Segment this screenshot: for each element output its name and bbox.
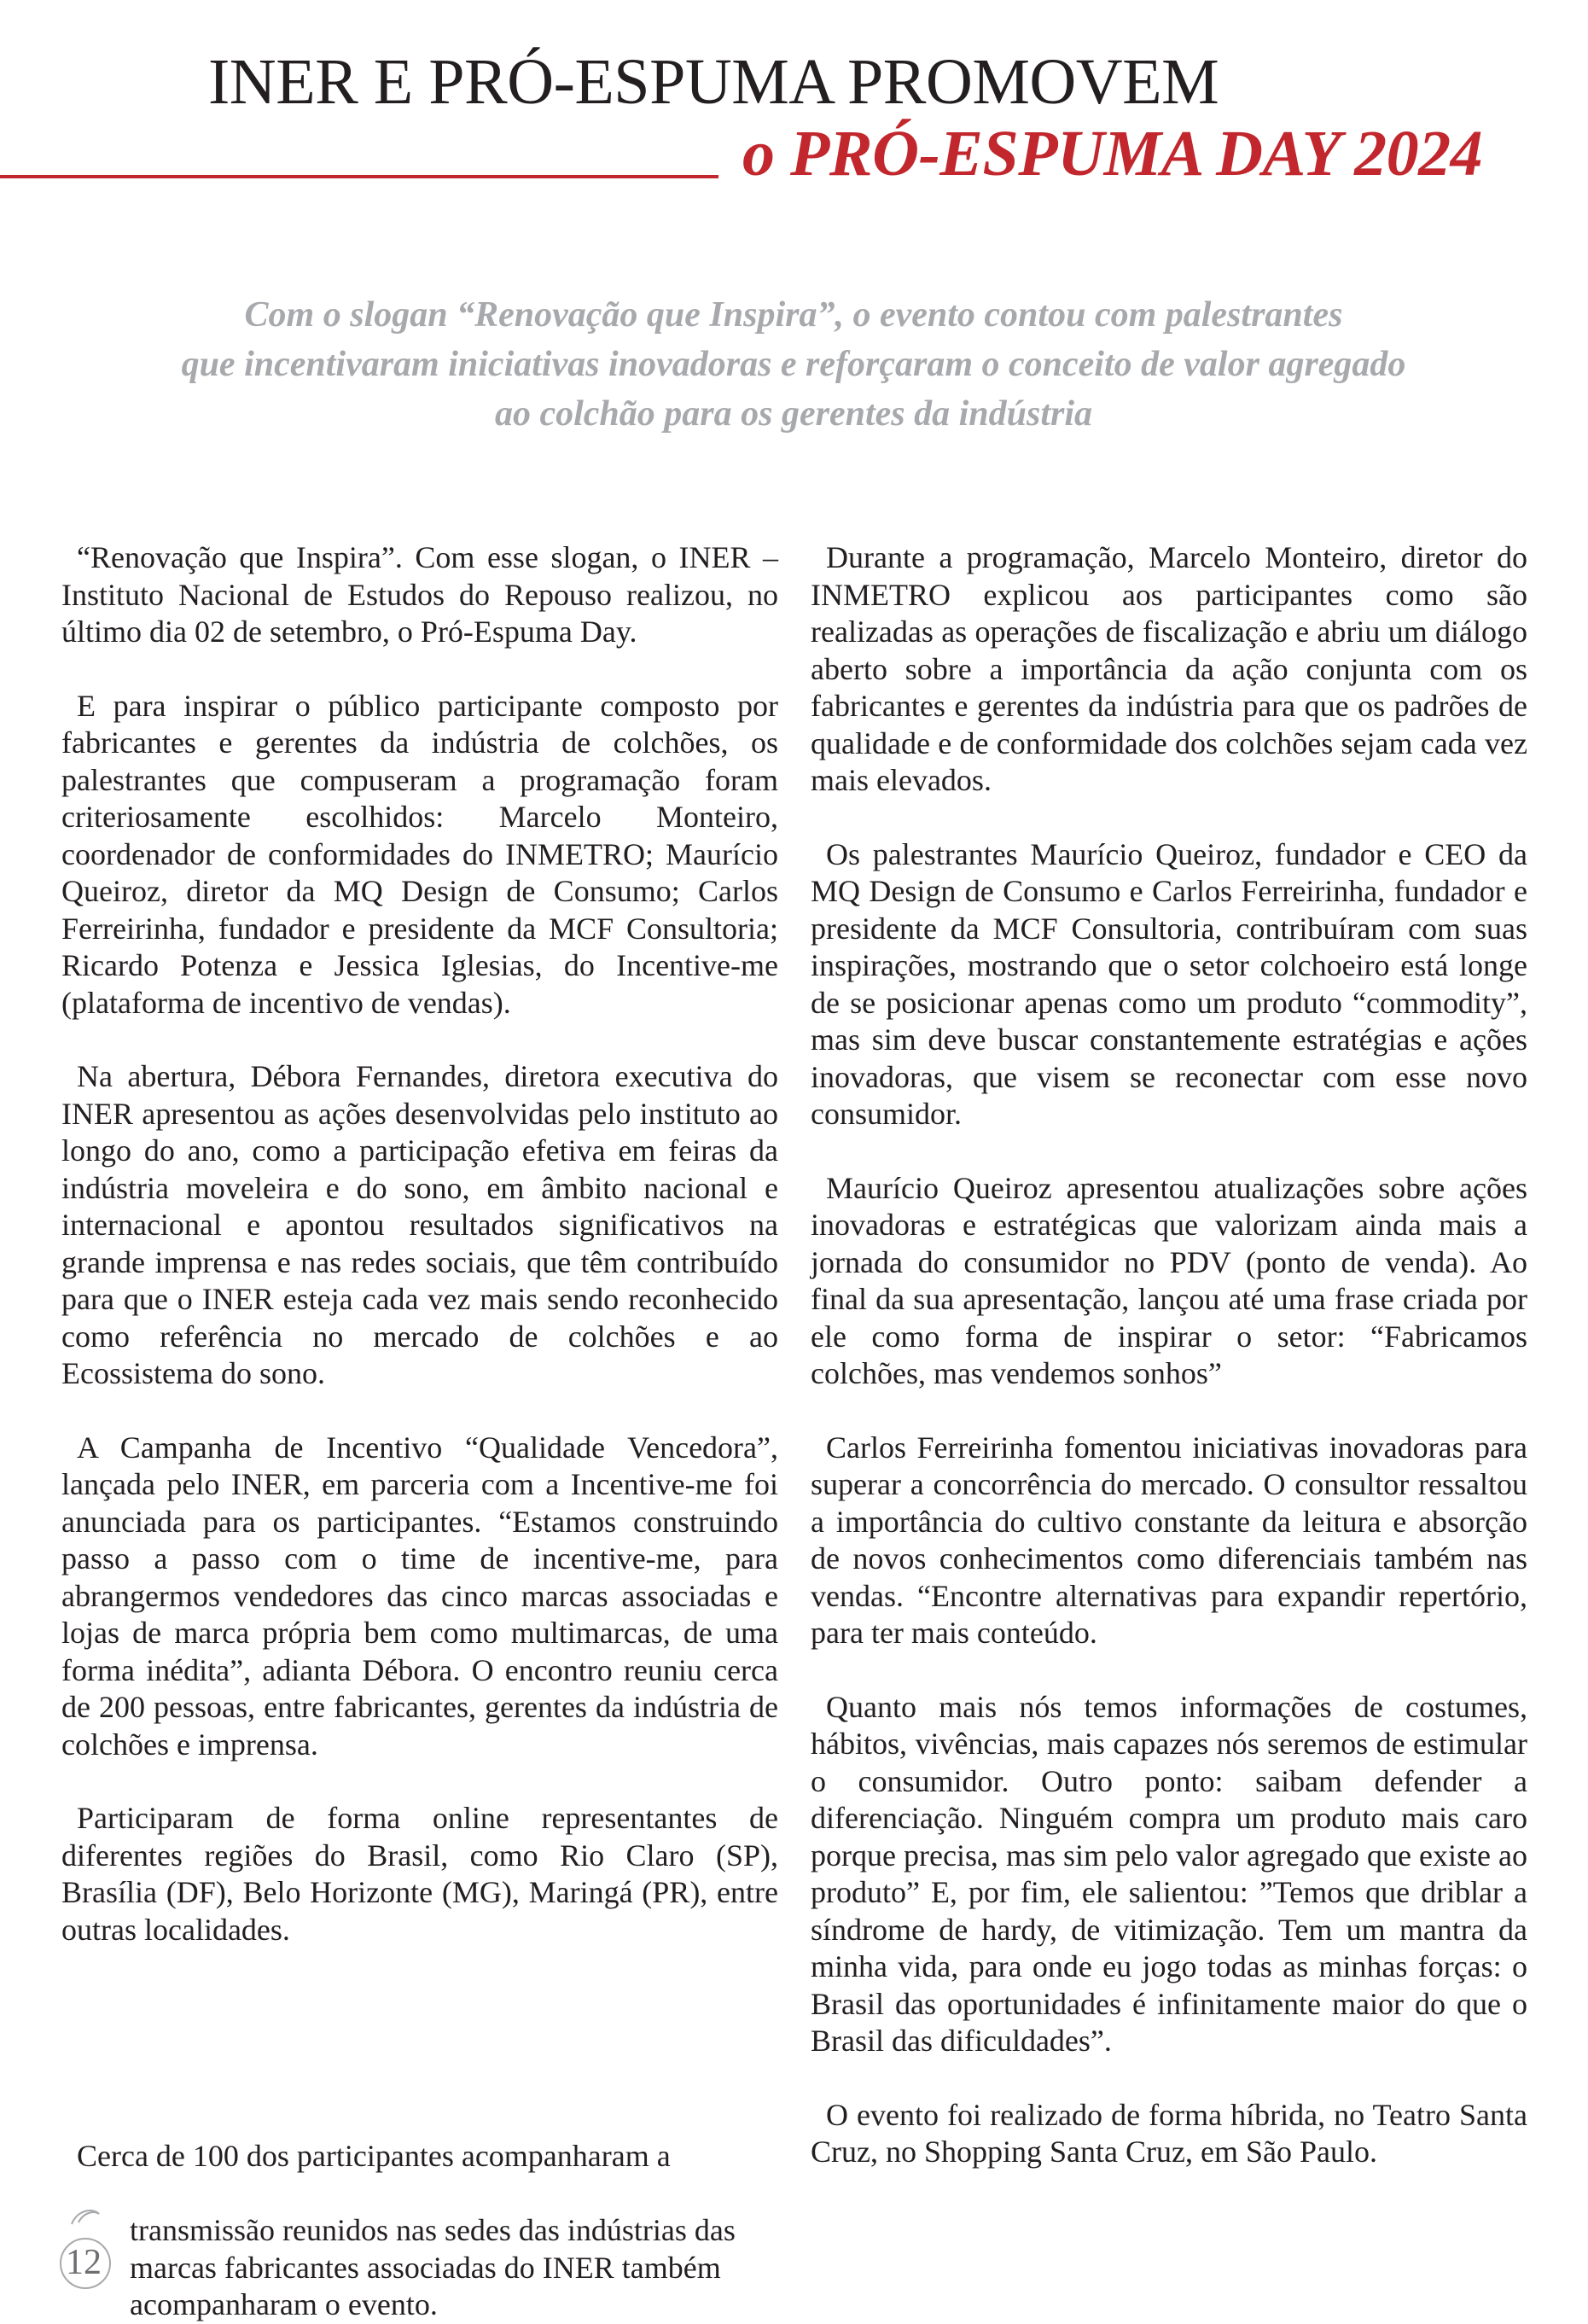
- right-column: [811, 539, 1527, 2171]
- paragraph: Carlos Ferreirinha fomentou iniciativas inovadoras para superar a concorrência do mercado. O consultor ressaltou a importância do cultivo constante da leitura e absorção de novos conhecimentos como diferenciais também nas vendas. “Encontre alternativas para expandir repertório, para ter mais conteúdo.: [811, 1430, 1527, 1650]
- page-number-badge: [56, 2202, 111, 2287]
- paragraph: Maurício Queiroz apresentou atualizações sobre ações inovadoras e estratégicas que valorizam ainda mais a jornada do consumidor no PDV (ponto de venda). Ao final da sua apresentação, lançou até uma frase criada por ele como forma de inspirar o setor: “Fabricamos colchões, mas vendemos sonhos”: [811, 1170, 1527, 1390]
- paragraph: Quanto mais nós temos informações de costumes, hábitos, vivências, mais capazes nós seremos de estimular o consumidor. Outro ponto: saibam defender a diferenciação. Ninguém compra um produto mais caro porque precisa, mas sim pelo valor agregado que existe ao produto” E, por fim, ele salientou: ”Temos que driblar a síndrome de hardy, de vitimização. Tem um mantra da minha vida, para onde eu jogo todas as minhas forças: o Brasil das oportunidades é infinitamente maior do que o Brasil das dificuldades”.: [811, 1689, 1527, 2058]
- paragraph: Participaram de forma online representantes de diferentes regiões do Brasil, como Rio Claro (SP), Brasília (DF), Belo Horizonte (MG), Maringá (PR), entre outras localidades.: [61, 1801, 778, 1947]
- paragraph: “Renovação que Inspira”. Com esse slogan, o INER – Instituto Nacional de Estudos do Repouso realizou, no último dia 02 de setembro, o Pró-Espuma Day.: [61, 540, 778, 649]
- paragraph: Na abertura, Débora Fernandes, diretora executiva do INER apresentou as ações desenvolvidas pelo instituto ao longo do ano, como a participação efetiva em feiras da indústria moveleira e do sono, em âmbito nacional e internacional e apontou resultados significativos na grande imprensa e nas redes sociais, que têm contribuído para que o INER esteja cada vez mais sendo reconhecido como referência no mercado de colchões e ao Ecossistema do sono.: [61, 1059, 778, 1390]
- paragraph: Durante a programação, Marcelo Monteiro, diretor do INMETRO explicou aos participantes como são realizadas as operações de fiscalização e abriu um diálogo aberto sobre a importância da ação conjunta com os fabricantes e gerentes da indústria para que os padrões de qualidade e de conformidade dos colchões sejam cada vez mais elevados.: [811, 540, 1527, 797]
- headline-line-2: o PRÓ-ESPUMA DAY 2024: [742, 118, 1483, 189]
- subtitle-line-1: Com o slogan “Renovação que Inspira”, o evento contou com palestrantes: [244, 295, 1343, 335]
- ornament-swirl-icon: [68, 2202, 102, 2228]
- left-column: [61, 539, 778, 1948]
- paragraph: A Campanha de Incentivo “Qualidade Vencedora”, lançada pelo INER, em parceria com a Incentive-me foi anunciada para os participantes. “Estamos construindo passo a passo com o time de incentive-me, para abrangermos vendedores das cinco marcas associadas e lojas de marca própria bem como multimarcas, de uma forma inédita”, adianta Débora. O encontro reuniu cerca de 200 pessoas, entre fabricantes, gerentes da indústria de colchões e imprensa.: [61, 1430, 778, 1762]
- paragraph-last-continuation: transmissão reunidos nas sedes das indústrias das marcas fabricantes associadas do INER também acompanharam o evento.: [130, 2213, 736, 2321]
- headline-line-1: INER E PRÓ-ESPUMA PROMOVEM: [208, 46, 1219, 118]
- paragraph: E para inspirar o público participante composto por fabricantes e gerentes da indústria de colchões, os palestrantes que compuseram a programação foram criteriosamente escolhidos: Marcelo Monteiro, coordenador de conformidades do INMETRO; Maurício Queiroz, diretor da MQ Design de Consumo; Carlos Ferreirinha, fundador e presidente da MCF Consultoria; Ricardo Potenza e Jessica Iglesias, do Incentive-me (plataforma de incentivo de vendas).: [61, 688, 778, 1020]
- article-subtitle: [128, 290, 1459, 439]
- red-divider-rule: [0, 175, 718, 178]
- subtitle-line-3: ao colchão para os gerentes da indústria: [494, 394, 1093, 434]
- subtitle-line-2: que incentivaram iniciativas inovadoras e reforçaram o conceito de valor agregado: [181, 345, 1406, 384]
- paragraph-last-first-line: Cerca de 100 dos participantes acompanharam a: [77, 2139, 671, 2173]
- paragraph: Os palestrantes Maurício Queiroz, fundador e CEO da MQ Design de Consumo e Carlos Ferreirinha, fundador e presidente da MCF Consultoria, contribuíram com suas inspirações, mostrando que o setor colchoeiro está longe de se posicionar apenas como um produto “commodity”, mas sim deve buscar constantemente estratégias e ações inovadoras, que visem se reconectar com esse novo consumidor.: [811, 836, 1527, 1131]
- paragraph: O evento foi realizado de forma híbrida, no Teatro Santa Cruz, no Shopping Santa Cruz, em São Paulo.: [811, 2097, 1527, 2169]
- page-number: 12: [66, 2243, 102, 2282]
